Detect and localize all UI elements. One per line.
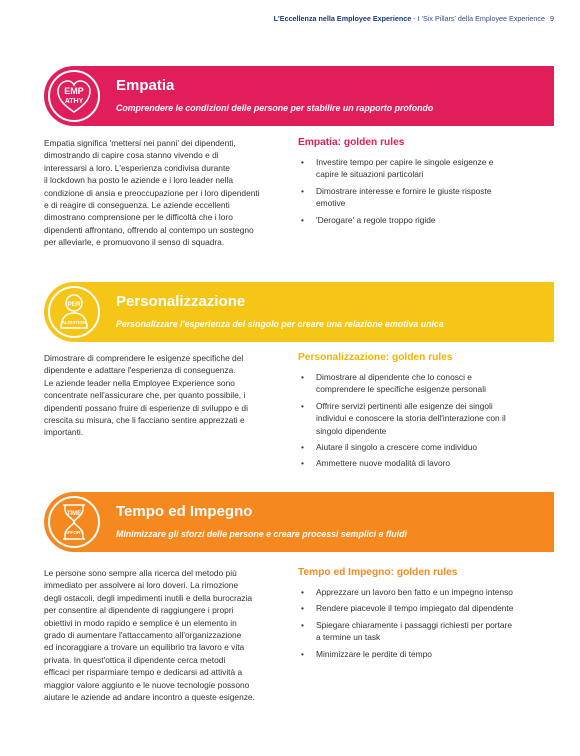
body-line: per consentire al dipendente di raggiungere i propri: [44, 605, 234, 616]
body-line: Empatia significa 'mettersi nei panni' dei dipendenti,: [44, 138, 236, 148]
golden-rules-title: Personalizzazione: golden rules: [298, 352, 453, 363]
rule-item: • Aiutare il singolo a crescere come individuo: [298, 441, 534, 453]
section-banner-empatia: [44, 66, 554, 126]
section-subtitle-personalizzazione: Personalizzare l'esperienza del singolo per creare una relazione emotiva unica: [116, 319, 444, 329]
time-logo-line1: TIME: [66, 511, 82, 517]
golden-rules-list: [298, 156, 534, 226]
body-line: dimostrando di capire cosa stanno vivendo e di: [44, 150, 219, 161]
golden-rules-title: Empatia: golden rules: [298, 137, 405, 148]
personalisation-logo-line2: ALISATION: [61, 320, 87, 325]
body-line: aiutare le aziende ad andare incontro a queste esigenze.: [44, 692, 255, 703]
body-line: efficaci per risparmiare tempo e dedicarsi ad attività a: [44, 667, 243, 678]
golden-rules-empatia: [298, 137, 534, 230]
golden-rules-tempo: [298, 567, 534, 664]
section-title-personalizzazione: Personalizzazione: [116, 293, 246, 310]
rule-item: • Ammettere nuove modalità di lavoro: [298, 457, 534, 469]
body-line: degli ostacoli, degli impedimenti inutili e della burocrazia: [44, 592, 253, 603]
body-line: condizione di ansia e preoccupazione per i loro dipendenti: [44, 187, 260, 198]
rule-item: • 'Derogare' a regole troppo rigide: [298, 214, 534, 226]
rule-item: • Dimostrare interesse e fornire le giuste risposte emotive: [298, 185, 534, 210]
section-title-tempo: Tempo ed Impegno: [116, 503, 253, 520]
rule-item: • Dimostrare al dipendente che lo conosci e comprendere le specifiche esigenze personali: [298, 371, 534, 396]
rule-item: • Rendere piacevole il tempo impiegato dal dipendente: [298, 602, 534, 614]
body-line: dipendenti affrontano, offrendo al contempo un sostegno: [44, 224, 254, 235]
body-line: Dimostrare di comprendere le esigenze specifiche del: [44, 353, 244, 363]
body-line: maggior valore aggiunto e le nuove tecnologie possono: [44, 679, 250, 690]
golden-rules-personalizzazione: [298, 352, 534, 474]
body-line: concentrate nell'assicurare che, per quanto possibile, i: [44, 390, 246, 401]
personalisation-badge-icon: [48, 286, 100, 338]
body-text-personalizzazione: [44, 352, 280, 439]
rule-item: • Investire tempo per capire le singole esigenze e capire le situazioni particolari: [298, 156, 534, 181]
rule-item: • Offrire servizi pertinenti alle esigenze dei singoli individui e conoscere la storia dell'interazione con il singolo dipendente: [298, 400, 534, 437]
time-effort-hourglass-icon: [48, 496, 100, 548]
section-banner-tempo: [44, 492, 554, 552]
empathy-logo-line2: ATHY: [64, 98, 84, 105]
body-line: Le aziende leader nella Employee Experience sono: [44, 377, 235, 388]
page-number: 9: [550, 14, 554, 23]
body-line: Le persone sono sempre alla ricerca del metodo più: [44, 568, 237, 578]
body-line: privata. In quest'ottica il dipendente cerca metodi: [44, 654, 226, 665]
body-line: per alleviarle, e promuovono il senso di squadra.: [44, 237, 225, 248]
body-line: grado di aumentare l'attaccamento all'organizzazione: [44, 630, 242, 641]
body-line: dipendenti possano fruire di esperienze di sviluppo e di: [44, 402, 248, 413]
section-subtitle-tempo: Minimizzare gli sforzi delle persone e creare processi semplici e fluidi: [116, 529, 407, 539]
section-title-empatia: Empatia: [116, 77, 175, 94]
section-subtitle-empatia: Comprendere le condizioni delle persone per stabilire un rapporto profondo: [116, 103, 434, 113]
body-line: dipendente e adattare l'esperienza di conseguenza.: [44, 365, 236, 376]
personalisation-logo-line1: PER: [67, 301, 81, 308]
body-line: interessarsi a loro. L'esperienza condivisa durante: [44, 162, 230, 173]
golden-rules-list: [298, 586, 534, 660]
body-line: ed incoraggiare a trovare un equilibrio tra lavoro e vita: [44, 642, 245, 653]
body-text-tempo: [44, 567, 280, 703]
rule-item: • Apprezzare un lavoro ben fatto e un impegno intenso: [298, 586, 534, 598]
section-banner-personalizzazione: [44, 282, 554, 342]
golden-rules-title: Tempo ed Impegno: golden rules: [298, 567, 458, 578]
header-subtitle: - I 'Six Pillars' della Employee Experience: [411, 14, 545, 23]
time-logo-line2: EFFORT: [64, 530, 84, 535]
running-header: [274, 14, 554, 23]
body-text-empatia: [44, 137, 280, 249]
body-line: dimostrano comprensione per le difficoltà che i loro: [44, 212, 233, 223]
golden-rules-list: [298, 371, 534, 470]
rule-item: • Spiegare chiaramente i passaggi richiesti per portare a termine un task: [298, 619, 534, 644]
body-line: obiettivi in modo rapido e semplice è un elemento in: [44, 617, 237, 628]
rule-item: • Minimizzare le perdite di tempo: [298, 648, 534, 660]
body-line: e di reagire di conseguenza. Le aziende eccellenti: [44, 200, 230, 211]
body-line: importanti.: [44, 427, 84, 438]
header-title: L'Eccellenza nella Employee Experience: [273, 14, 412, 23]
empathy-badge-icon: [48, 70, 100, 122]
body-line: il lockdown ha posto le aziende e i loro leader nella: [44, 175, 234, 186]
body-line: immediato per assolvere ai loro doveri. La rimozione: [44, 580, 239, 591]
body-line: crescita su misura, che li facciano sentire apprezzati e: [44, 415, 245, 426]
empathy-logo-line1: EMP: [64, 86, 84, 96]
